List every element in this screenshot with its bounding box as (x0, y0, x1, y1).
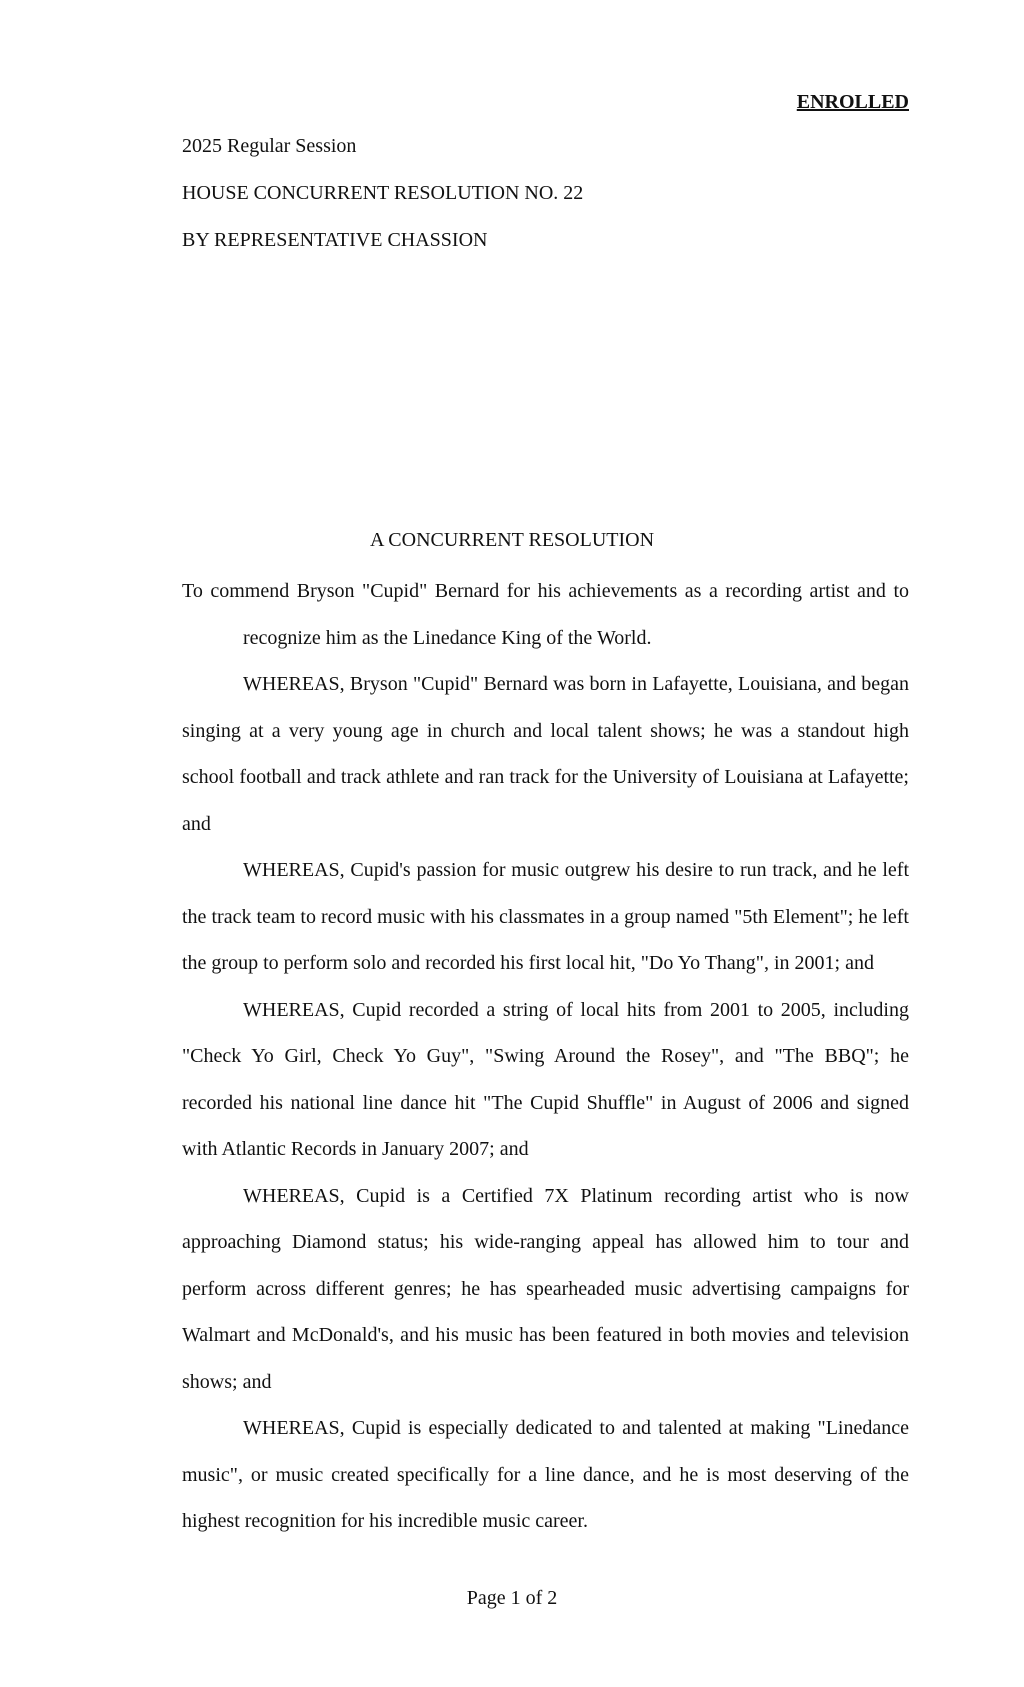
sponsor-line: BY REPRESENTATIVE CHASSION (182, 229, 488, 251)
whereas-paragraph-5: WHEREAS, Cupid is especially dedicated to and talented at making "Linedance music", or music created specifically for a line dance, and he is most deserving of the highest recognition for his incredible music career. (182, 1417, 909, 1532)
resolution-title: To commend Bryson "Cupid" Bernard for his achievements as a recording artist and to recognize him as the Linedance King of the World. (182, 580, 909, 649)
session-line: 2025 Regular Session (182, 135, 357, 157)
page-number: Page 1 of 2 (466, 1587, 558, 1609)
enrolled-status: ENROLLED (796, 91, 909, 113)
whereas-paragraph-1: WHEREAS, Bryson "Cupid" Bernard was born in Lafayette, Louisiana, and began singing at a very young age in church and local talent shows; he was a standout high school football and track athlete and ran track for the University of Louisiana at Lafayette; and (182, 673, 909, 835)
whereas-paragraph-3: WHEREAS, Cupid recorded a string of local hits from 2001 to 2005, including "Check Yo Girl, Check Yo Guy", "Swing Around the Rosey", and "The BBQ"; he recorded his national line dance hit "The Cupid Shuffle" in August of 2006 and signed with Atlantic Records in January 2007; and (182, 998, 909, 1160)
whereas-paragraph-2: WHEREAS, Cupid's passion for music outgrew his desire to run track, and he left the track team to record music with his classmates in a group named "5th Element"; he left the group to perform solo and recorded his first local hit, "Do Yo Thang", in 2001; and (182, 859, 909, 974)
resolution-body (182, 568, 909, 1545)
resolution-number: HOUSE CONCURRENT RESOLUTION NO. 22 (182, 182, 584, 204)
whereas-paragraph-4: WHEREAS, Cupid is a Certified 7X Platinum recording artist who is now approaching Diamond status; his wide-ranging appeal has allowed him to tour and perform across different genres; he has spearheaded music advertising campaigns for Walmart and McDonald's, and his music has been featured in both movies and television shows; and (182, 1184, 909, 1393)
resolution-type-heading: A CONCURRENT RESOLUTION (369, 529, 655, 551)
